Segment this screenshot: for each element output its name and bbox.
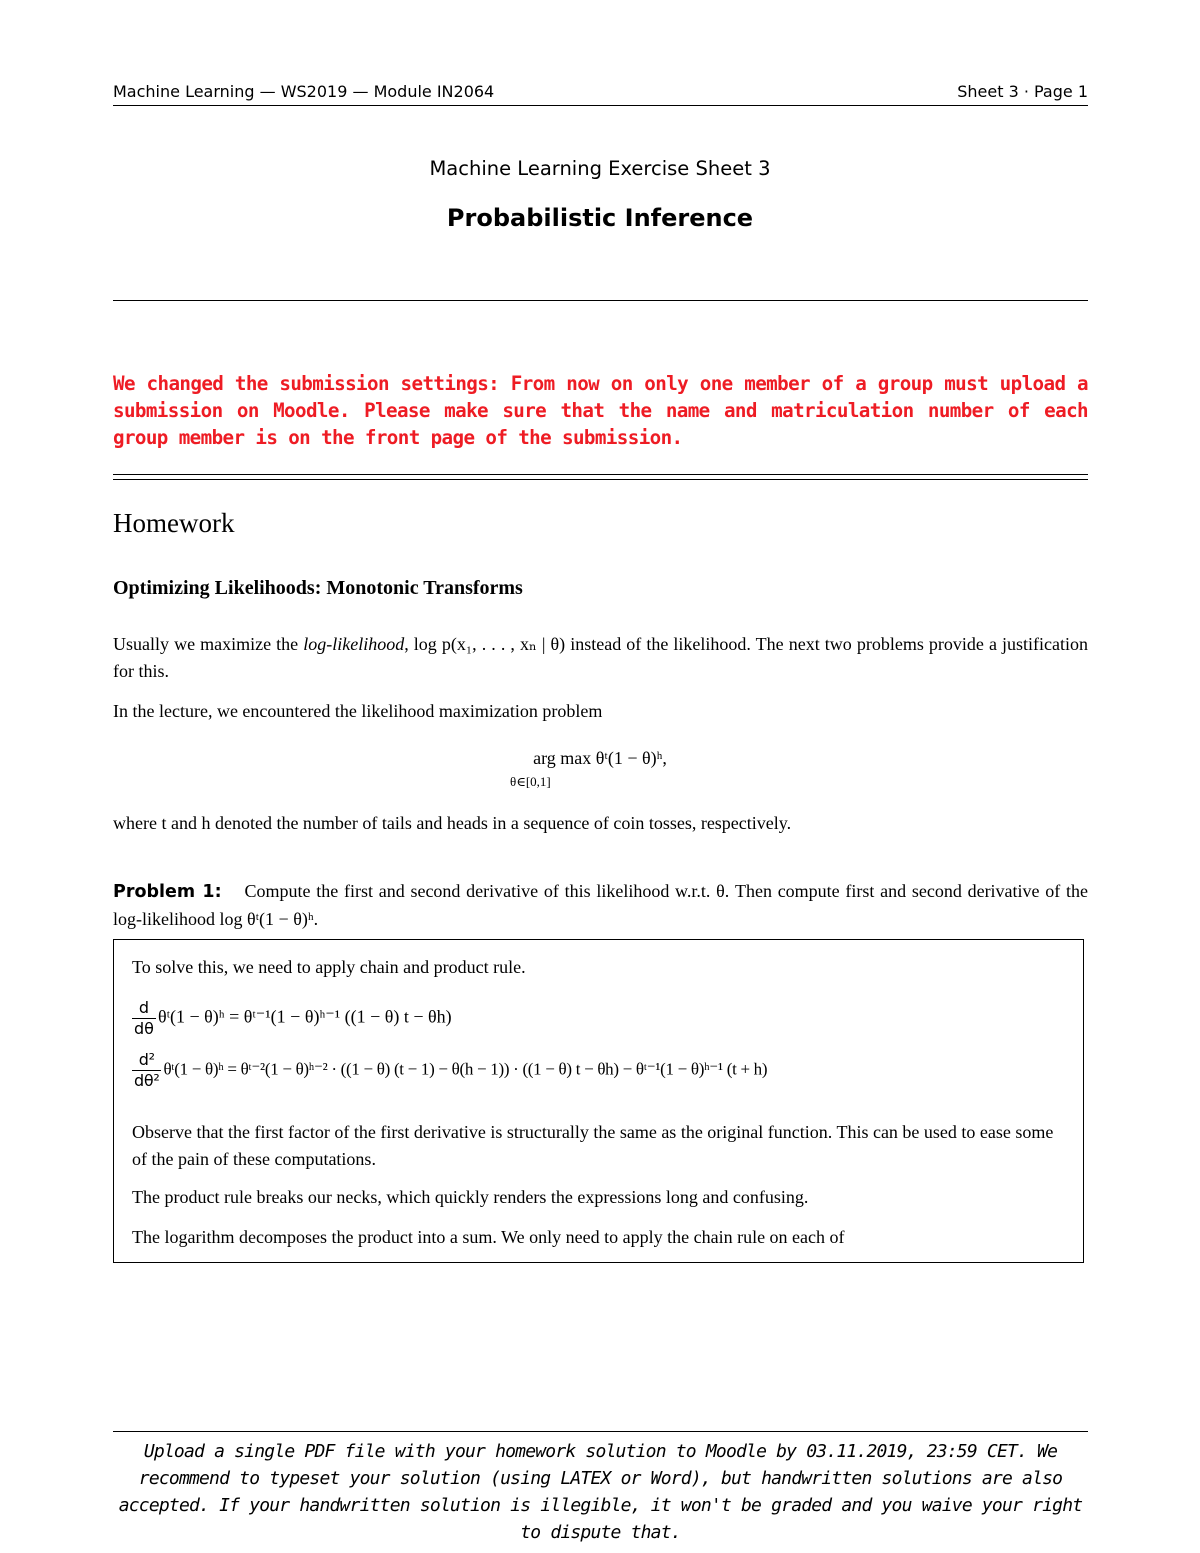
intro-paragraph-1 — [113, 631, 1088, 685]
footer-instructions: Upload a single PDF file with your homework solution to Moodle by 03.11.2019, 23:59 CET. We recommend to typeset your solution (using LATEX or Word), but handwritten solutions are also accepted. If your handwritten solution is illegible, it won't be graded and you waive your right to dispute that. — [118, 1441, 1083, 1543]
sheet-subtitle: Probabilistic Inference — [446, 204, 754, 232]
intro-paragraph-3: where t and h denoted the number of tails and heads in a sequence of coin tosses, respectively. — [113, 813, 792, 833]
argmax-equation: arg max θᵗ(1 − θ)ʰ, — [533, 748, 667, 768]
sheet-title: Machine Learning Exercise Sheet 3 — [429, 157, 771, 180]
first-derivative-denominator: dθ — [134, 1019, 154, 1038]
title-rule — [113, 300, 1088, 301]
second-derivative — [132, 1050, 1072, 1091]
submission-notice: We changed the submission settings: From now on only one member of a group must upload a submission on Moodle. Please make sure that the name and matriculation number of each group member is on the front page of the submission. — [113, 372, 1088, 449]
solution-observation-1: Observe that the first factor of the first derivative is structurally the same as the original function. This can be used to ease some of the pain of these computations. — [132, 1122, 1054, 1169]
intro-p1-start: Usually we maximize the — [113, 634, 299, 654]
intro-p1-emphasis: log-likelihood — [303, 634, 405, 654]
first-derivative-operator — [132, 998, 156, 1039]
notice-double-rule-top — [113, 474, 1088, 475]
second-derivative-expression: θᵗ(1 − θ)ʰ = θᵗ⁻²(1 − θ)ʰ⁻² · ((1 − θ) (t − 1) − θ(h − 1)) · ((1 − θ) t − θh) − θᵗ⁻¹(1 − θ)ʰ⁻¹ (t + h) — [163, 1059, 768, 1079]
running-header-right: Sheet 3 · Page 1 — [957, 82, 1088, 101]
first-derivative-expression: θᵗ(1 − θ)ʰ = θᵗ⁻¹(1 − θ)ʰ⁻¹ ((1 − θ) t − θh) — [157, 1006, 452, 1027]
header-rule — [113, 105, 1088, 106]
intro-p1-end: instead of the likelihood. The next two problems provide a justification for this. — [113, 634, 1089, 681]
problem-1-text: Compute the first and second derivative of this likelihood w.r.t. θ. Then compute first and second derivative of the log-likelihood log θᵗ(1 − θ)ʰ. — [113, 881, 1088, 929]
notice-double-rule-bottom — [113, 479, 1088, 480]
section-title: Homework — [113, 508, 235, 538]
intro-paragraph-2: In the lecture, we encountered the likelihood maximization problem — [113, 701, 603, 721]
problem-1-label: Problem 1: — [113, 882, 222, 902]
solution-observation-3: The logarithm decomposes the product into a sum. We only need to apply the chain rule on each of — [132, 1227, 845, 1247]
problem-1 — [113, 878, 1088, 933]
subsection-title: Optimizing Likelihoods: Monotonic Transforms — [113, 577, 523, 599]
solution-box — [113, 939, 1084, 1263]
first-derivative-numerator: d — [132, 998, 156, 1019]
running-header-left: Machine Learning — WS2019 — Module IN2064 — [113, 82, 495, 101]
solution-observation-2: The product rule breaks our necks, which quickly renders the expressions long and confusing. — [132, 1187, 809, 1207]
first-derivative — [132, 998, 1072, 1039]
intro-p1-math: , log p(x₁, . . . , xₙ | θ) — [404, 634, 566, 654]
solution-intro: To solve this, we need to apply chain and product rule. — [132, 957, 526, 977]
second-derivative-numerator: d² — [132, 1050, 161, 1071]
second-derivative-denominator: dθ² — [134, 1071, 160, 1090]
second-derivative-operator — [132, 1050, 161, 1091]
footer-rule — [113, 1431, 1088, 1432]
argmax-subscript: θ∈[0,1] — [510, 774, 551, 789]
